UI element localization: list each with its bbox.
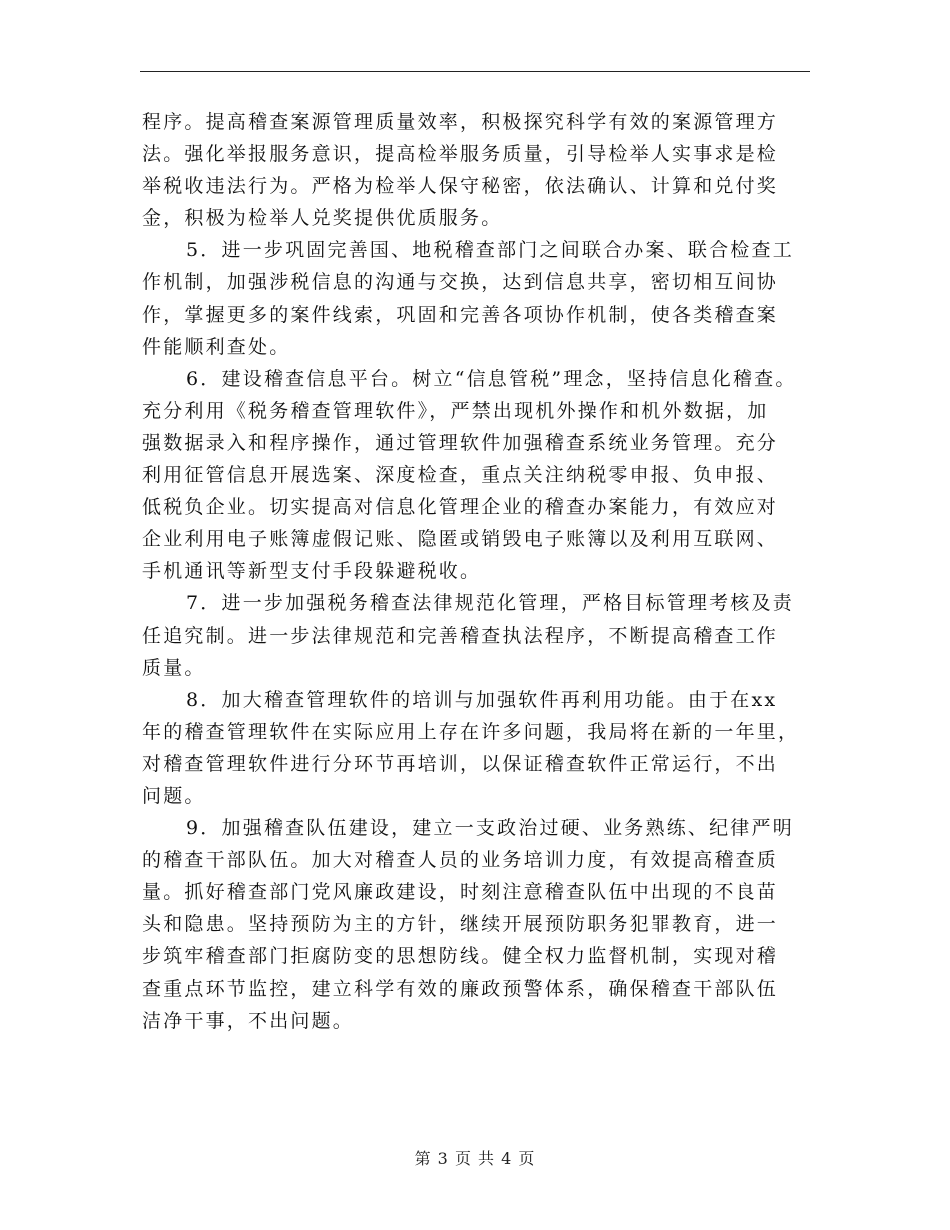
page-footer bbox=[0, 1146, 950, 1169]
text-line: 量。抓好稽查部门党风廉政建设，时刻注意稽查队伍中出现的不良苗 bbox=[142, 881, 779, 904]
text-line: 金，积极为检举人兑奖提供优质服务。 bbox=[142, 207, 503, 230]
text-line: 举税收违法行为。严格为检举人保守秘密，依法确认、计算和兑付奖 bbox=[142, 175, 779, 198]
text-line: 8．加大稽查管理软件的培训与加强软件再利用功能。由于在xx bbox=[186, 688, 778, 711]
paragraph bbox=[142, 587, 842, 683]
text-line: 程序。提高稽查案源管理质量效率，积极探究科学有效的案源管理方 bbox=[142, 111, 779, 133]
text-line: 年的稽查管理软件在实际应用上存在许多问题，我局将在新的一年里， bbox=[142, 720, 800, 743]
text-line: 6．建设稽查信息平台。树立“信息管税”理念，坚持信息化稽查。 bbox=[186, 367, 797, 390]
text-line: 对稽查管理软件进行分环节再培训，以保证稽查软件正常运行，不出 bbox=[142, 752, 779, 775]
text-line: 作机制，加强涉税信息的沟通与交换，达到信息共享，密切相互间协 bbox=[142, 271, 779, 294]
text-line: 7．进一步加强税务稽查法律规范化管理，严格目标管理考核及责 bbox=[186, 592, 794, 615]
text-line: 问题。 bbox=[142, 784, 206, 807]
paragraph bbox=[142, 684, 842, 812]
text-line: 手机通讯等新型支付手段躲避税收。 bbox=[142, 560, 482, 583]
text-line: 件能顺利查处。 bbox=[142, 335, 291, 358]
text-line: 步筑牢稽查部门拒腐防变的思想防线。健全权力监督机制，实现对稽 bbox=[142, 945, 779, 968]
paragraph bbox=[142, 234, 842, 362]
text-line: 法。强化举报服务意识，提高检举服务质量，引导检举人实事求是检 bbox=[142, 143, 779, 166]
text-line: 强数据录入和程序操作，通过管理软件加强稽查系统业务管理。充分 bbox=[142, 431, 779, 454]
text-line: 低税负企业。切实提高对信息化管理企业的稽查办案能力，有效应对 bbox=[142, 496, 779, 519]
header-rule bbox=[140, 71, 810, 72]
text-line: 5．进一步巩固完善国、地税稽查部门之间联合办案、联合检查工 bbox=[186, 239, 794, 262]
paragraph bbox=[142, 106, 842, 234]
text-line: 任追究制。进一步法律规范和完善稽查执法程序，不断提高稽查工作 bbox=[142, 624, 779, 647]
text-line: 头和隐患。坚持预防为主的方针，继续开展预防职务犯罪教育，进一 bbox=[142, 913, 779, 936]
footer-prefix: 第 bbox=[414, 1149, 432, 1168]
total-page-count: 4 bbox=[501, 1149, 513, 1168]
text-line: 洁净干事，不出问题。 bbox=[142, 1009, 355, 1032]
footer-middle: 页 共 bbox=[454, 1149, 496, 1168]
document-body bbox=[142, 106, 842, 1037]
text-line: 9．加强稽查队伍建设，建立一支政治过硬、业务熟练、纪律严明 bbox=[186, 817, 794, 840]
paragraph bbox=[142, 363, 842, 588]
text-line: 利用征管信息开展选案、深度检查，重点关注纳税零申报、负申报、 bbox=[142, 464, 779, 487]
text-line: 企业利用电子账簿虚假记账、隐匿或销毁电子账簿以及利用互联网、 bbox=[142, 528, 779, 551]
text-line: 质量。 bbox=[142, 656, 206, 679]
text-line: 作，掌握更多的案件线索，巩固和完善各项协作机制，使各类稽查案 bbox=[142, 303, 779, 326]
text-line: 的稽查干部队伍。加大对稽查人员的业务培训力度，有效提高稽查质 bbox=[142, 849, 779, 872]
text-line: 充分利用《税务稽查管理软件》，严禁出现机外操作和机外数据，加 bbox=[142, 399, 769, 422]
text-line: 查重点环节监控，建立科学有效的廉政预警体系，确保稽查干部队伍 bbox=[142, 977, 779, 1000]
current-page-number: 3 bbox=[437, 1149, 449, 1168]
paragraph bbox=[142, 812, 842, 1037]
footer-suffix: 页 bbox=[518, 1149, 536, 1168]
